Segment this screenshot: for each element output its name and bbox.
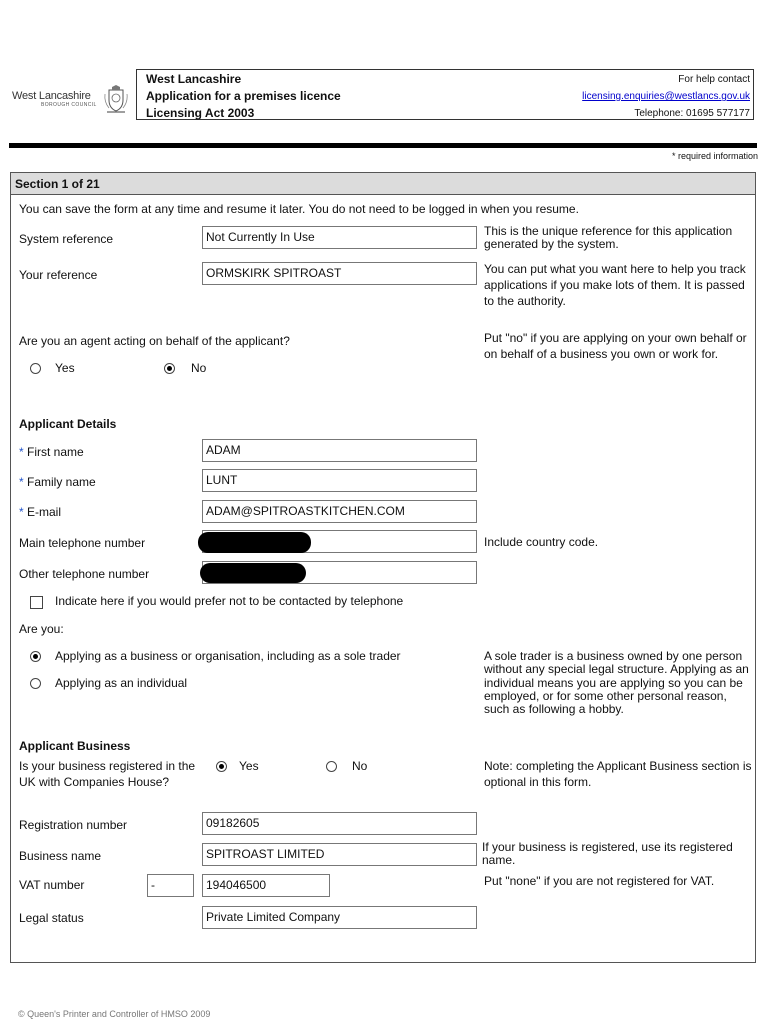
applicant-details-heading: Applicant Details xyxy=(19,417,117,431)
system-reference-note: This is the unique reference for this application generated by the system. xyxy=(484,224,733,252)
redaction-mark xyxy=(198,532,311,553)
system-reference-label: System reference xyxy=(19,232,114,246)
header-act-title: Licensing Act 2003 xyxy=(146,106,255,120)
business-radio[interactable] xyxy=(30,651,41,662)
help-label: For help contact xyxy=(678,74,750,85)
agent-no-radio[interactable] xyxy=(164,363,175,374)
required-mark: * xyxy=(19,505,24,519)
main-phone-label: Main telephone number xyxy=(19,536,146,550)
vat-note: Put "none" if you are not registered for VAT. xyxy=(484,874,715,888)
agent-no-label: No xyxy=(191,361,207,375)
business-name-input[interactable]: SPITROAST LIMITED xyxy=(202,843,477,866)
first-name-label: * First name xyxy=(19,445,84,459)
form-title xyxy=(146,71,341,122)
registered-no-label: No xyxy=(352,759,368,773)
first-name-input[interactable]: ADAM xyxy=(202,439,477,462)
your-reference-note: You can put what you want here to help you track applications if you make lots of them. It is passed to the authority. xyxy=(484,262,746,308)
email-label: * E-mail xyxy=(19,505,62,519)
section-1-form xyxy=(10,172,756,963)
help-email-link[interactable]: licensing.enquiries@westlancs.gov.uk xyxy=(582,91,750,102)
header-council-name: West Lancashire xyxy=(146,72,242,86)
other-phone-label: Other telephone number xyxy=(19,567,150,581)
header-divider xyxy=(9,143,757,148)
vat-number-input[interactable]: 194046500 xyxy=(202,874,330,897)
business-name-note: If your business is registered, use its registered name. xyxy=(482,840,733,868)
are-you-label: Are you: xyxy=(19,622,64,636)
business-option-label: Applying as a business or organisation, including as a sole trader xyxy=(55,649,401,663)
email-input[interactable]: ADAM@SPITROASTKITCHEN.COM xyxy=(202,500,477,523)
registered-yes-label: Yes xyxy=(239,759,259,773)
registered-yes-radio[interactable] xyxy=(216,761,227,772)
registration-number-input[interactable]: 09182605 xyxy=(202,812,477,835)
system-reference-input[interactable]: Not Currently In Use xyxy=(202,226,477,249)
redaction-mark xyxy=(200,563,306,583)
agent-note: Put "no" if you are applying on your own behalf or on behalf of a business you own or work for. xyxy=(484,331,747,361)
vat-prefix-input[interactable]: - xyxy=(147,874,194,897)
registered-question: Is your business registered in the UK with Companies House? xyxy=(19,759,196,789)
agent-yes-label: Yes xyxy=(55,361,75,375)
agent-question: Are you an agent acting on behalf of the applicant? xyxy=(19,334,290,348)
vat-number-label: VAT number xyxy=(19,878,85,892)
council-logo xyxy=(8,82,130,116)
applicant-business-heading: Applicant Business xyxy=(19,739,131,753)
help-telephone: Telephone: 01695 577177 xyxy=(634,108,750,119)
legal-status-select[interactable]: Private Limited Company xyxy=(202,906,477,929)
required-info-note: * required information xyxy=(671,151,758,161)
individual-option-label: Applying as an individual xyxy=(55,676,188,690)
no-phone-contact-label: Indicate here if you would prefer not to be contacted by telephone xyxy=(55,594,404,608)
business-name-label: Business name xyxy=(19,849,102,863)
section-intro: You can save the form at any time and resume it later. You do not need to be logged in when you resume. xyxy=(19,202,579,216)
main-phone-note: Include country code. xyxy=(484,535,599,549)
family-name-input[interactable]: LUNT xyxy=(202,469,477,492)
are-you-note: A sole trader is a business owned by one person without any special legal structure. Applying as an individual means you are applying so you can be employed, or for some other personal reason, such as following a hobby. xyxy=(484,649,749,717)
required-mark: * xyxy=(19,475,24,489)
help-contact xyxy=(582,71,750,122)
required-mark: * xyxy=(19,445,24,459)
family-name-label: * Family name xyxy=(19,475,96,489)
your-reference-input[interactable]: ORMSKIRK SPITROAST xyxy=(202,262,477,285)
agent-yes-radio[interactable] xyxy=(30,363,41,374)
logo-org-name: West Lancashire xyxy=(12,90,91,102)
legal-status-label: Legal status xyxy=(19,911,84,925)
header-application-title: Application for a premises licence xyxy=(146,89,341,103)
council-crest-icon xyxy=(103,84,129,114)
individual-radio[interactable] xyxy=(30,678,41,689)
your-reference-label: Your reference xyxy=(19,268,98,282)
logo-org-sub: BOROUGH COUNCIL xyxy=(41,102,97,108)
registered-note: Note: completing the Applicant Business section is optional in this form. xyxy=(484,759,752,789)
no-phone-contact-checkbox[interactable] xyxy=(30,596,43,609)
copyright-footer: © Queen's Printer and Controller of HMSO 2009 xyxy=(18,1009,211,1019)
registered-no-radio[interactable] xyxy=(326,761,337,772)
form-header xyxy=(136,69,754,120)
section-title: Section 1 of 21 xyxy=(11,173,755,195)
registration-number-label: Registration number xyxy=(19,818,128,832)
